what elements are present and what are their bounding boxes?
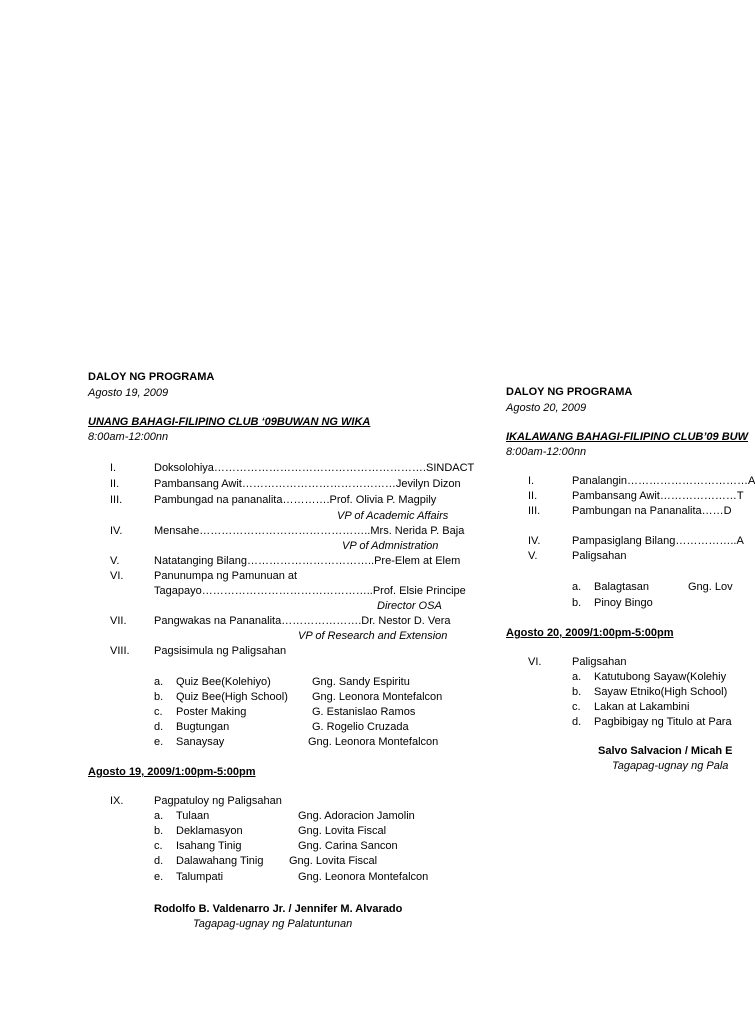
day1-item-text: Pagsisimula ng Paligsahan <box>154 645 287 657</box>
day2-coordinators: Salvo Salvacion / Micah E <box>598 745 733 757</box>
contest-event: Tulaan <box>176 810 210 822</box>
contest-judge: Gng. Sandy Espiritu <box>312 676 410 688</box>
contest-letter: e. <box>154 871 164 883</box>
contest-letter: d. <box>154 721 164 733</box>
contest-letter: b. <box>572 597 582 609</box>
contest-event: Sayaw Etniko(High School) <box>594 686 728 698</box>
day1-item-text: Pangwakas na Pananalita………………….Dr. Nestor D. Vera <box>154 615 451 627</box>
contest-event: Quiz Bee(High School) <box>176 691 288 703</box>
contest-event: Quiz Bee(Kolehiyo) <box>176 676 271 688</box>
day1-pm-title: Agosto 19, 2009/1:00pm-5:00pm <box>88 766 256 778</box>
day1-coordinators-role: Tagapag-ugnay ng Palatuntunan <box>193 918 353 930</box>
contest-event: Talumpati <box>176 871 224 883</box>
contest-event: Poster Making <box>176 706 247 718</box>
day1-item-role: Director OSA <box>377 600 442 612</box>
contest-event: Balagtasan <box>594 581 650 593</box>
day2-item-num: V. <box>528 550 538 562</box>
day2-item-num: IV. <box>528 535 541 547</box>
day1-item-num: V. <box>110 555 120 567</box>
contest-event: Bugtungan <box>176 721 230 733</box>
day2-item-num: VI. <box>528 656 542 668</box>
day2-item-text: Pampasiglang Bilang……………..A <box>572 535 744 547</box>
contest-event: Isahang Tinig <box>176 840 242 852</box>
contest-event: Sanaysay <box>176 736 225 748</box>
contest-letter: b. <box>572 686 582 698</box>
day1-item-role: VP of Academic Affairs <box>337 510 449 522</box>
day2-item-text: Pambungan na Pananalita……D <box>572 505 732 517</box>
day2-item-num: III. <box>528 505 541 517</box>
day2-item-num: II. <box>528 490 538 502</box>
day1-item-text: Panunumpa ng Pamunuan at <box>154 570 298 582</box>
day1-item-num: VII. <box>110 615 127 627</box>
day2-item-num: I. <box>528 475 535 487</box>
contest-judge: Gng. Leonora Montefalcon <box>308 736 439 748</box>
day1-part-time: 8:00am-12:00nn <box>88 431 169 443</box>
day1-coordinators: Rodolfo B. Valdenarro Jr. / Jennifer M. Alvarado <box>154 903 403 915</box>
contest-letter: a. <box>154 810 164 822</box>
contest-letter: a. <box>572 581 582 593</box>
day2-date: Agosto 20, 2009 <box>506 402 587 414</box>
contest-judge: Gng. Adoracion Jamolin <box>298 810 415 822</box>
contest-letter: b. <box>154 825 164 837</box>
day2-item-text: Panalangin……………………………A <box>572 475 755 487</box>
contest-event: Dalawahang Tinig <box>176 855 264 867</box>
contest-letter: c. <box>572 701 581 713</box>
contest-judge: Gng. Lovita Fiscal <box>289 855 378 867</box>
day2-part-title: IKALAWANG BAHAGI-FILIPINO CLUB’09 BUW <box>506 431 748 443</box>
day2-item-text: Paligsahan <box>572 656 627 668</box>
contest-judge: G. Estanislao Ramos <box>312 706 416 718</box>
contest-letter: c. <box>154 840 163 852</box>
day1-item-role: VP of Admnistration <box>342 540 439 552</box>
contest-letter: b. <box>154 691 164 703</box>
contest-judge: Gng. Leonora Montefalcon <box>298 871 429 883</box>
contest-letter: c. <box>154 706 163 718</box>
day2-part-time: 8:00am-12:00nn <box>506 446 587 458</box>
contest-letter: a. <box>154 676 164 688</box>
contest-event: Pagbibigay ng Titulo at Para <box>594 716 732 728</box>
contest-letter: a. <box>572 671 582 683</box>
day1-item-text: Tagapayo………………………………………..Prof. Elsie Principe <box>154 585 466 597</box>
contest-judge: Gng. Lov <box>688 581 733 593</box>
contest-judge: Gng. Carina Sancon <box>298 840 398 852</box>
contest-event: Lakan at Lakambini <box>594 701 690 713</box>
contest-judge: Gng. Leonora Montefalcon <box>312 691 443 703</box>
day1-date: Agosto 19, 2009 <box>88 387 169 399</box>
contest-letter: d. <box>154 855 164 867</box>
day1-item-num: VIII. <box>110 645 130 657</box>
day1-item-role: VP of Research and Extension <box>298 630 448 642</box>
day2-pm-title: Agosto 20, 2009/1:00pm-5:00pm <box>506 627 674 639</box>
day1-item-text: Pambansang Awit……………………………………Jevilyn Dizon <box>154 478 461 490</box>
day1-heading: DALOY NG PROGRAMA <box>88 371 215 383</box>
day1-item-text: Pagpatuloy ng Paligsahan <box>154 795 282 807</box>
day1-item-num: II. <box>110 478 120 490</box>
day1-item-num: I. <box>110 462 117 474</box>
contest-letter: d. <box>572 716 582 728</box>
day1-item-text: Doksolohiya………………………………………………….SINDACT <box>154 462 475 474</box>
contest-letter: e. <box>154 736 164 748</box>
contest-judge: Gng. Lovita Fiscal <box>298 825 387 837</box>
day1-item-text: Pambungad na pananalita………….Prof. Olivia P. Magpily <box>154 494 437 506</box>
day1-item-num: IX. <box>110 795 124 807</box>
day1-item-num: IV. <box>110 525 123 537</box>
day2-item-text: Paligsahan <box>572 550 627 562</box>
day2-heading: DALOY NG PROGRAMA <box>506 386 633 398</box>
contest-event: Pinoy Bingo <box>594 597 653 609</box>
contest-event: Katutubong Sayaw(Kolehiy <box>594 671 727 683</box>
day1-item-num: VI. <box>110 570 124 582</box>
day1-part-title: UNANG BAHAGI-FILIPINO CLUB ‘09BUWAN NG WIKA <box>88 416 371 428</box>
day1-item-text: Mensahe………………………………………..Mrs. Nerida P. Baja <box>154 525 465 537</box>
day1-item-num: III. <box>110 494 123 506</box>
contest-event: Deklamasyon <box>176 825 243 837</box>
day2-coordinators-role: Tagapag-ugnay ng Pala <box>612 760 729 772</box>
day1-item-text: Natatanging Bilang……………………………..Pre-Elem at Elem <box>154 555 461 567</box>
contest-judge: G. Rogelio Cruzada <box>312 721 409 733</box>
day2-item-text: Pambansang Awit…………………T <box>572 490 744 502</box>
